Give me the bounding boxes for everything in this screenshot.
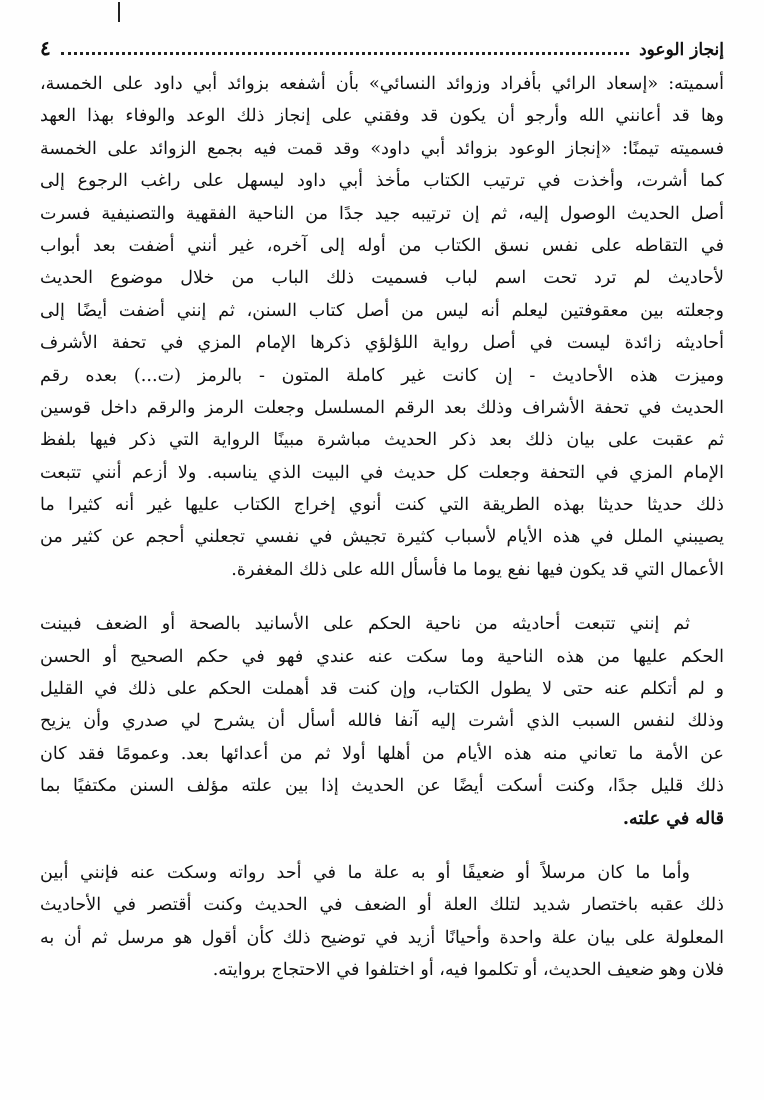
running-header (40, 36, 724, 60)
text-line: الحديث في تحفة الأشراف وذلك بعد الرقم المسلسل وجعلت الرمز والرقم داخل قوسين (40, 397, 724, 418)
text-line: فسميته تيمنًا: «إنجاز الوعود بزوائد أبي داود» وقد قمت فيه بجمع الزوائد على الخمسة (40, 138, 724, 159)
text-line: كما أشرت، وأخذت في ترتيب الكتاب مأخذ أبي داود ليسهل على راغب الرجوع إلى (40, 171, 724, 192)
text-line: الحكم عليها من هذه الناحية وما سكت عنه عندي فهو في حكم الصحيح أو الحسن (40, 646, 724, 667)
text-line: وأما ما كان مرسلاً أو ضعيفًا أو به علة ما في أحد رواته وسكت عنه فإنني أبين (40, 862, 690, 883)
text-line: يصيبني الملل في هذه الأيام لأسباب كثيرة تجيش في نفسي تجعلني أحجم عن كثير من (40, 527, 724, 548)
text-line: وذلك لنفس السبب الذي أشرت إليه آنفا فالله أسأل أن يشرح لي صدري وأن يزيح (40, 711, 724, 732)
text-line: أصل الحديث الوصول إليه، ثم إن ترتيبه جيد جدًا من الناحية الفقهية والتصنيفية فسرت (40, 203, 724, 224)
paragraph-gap (40, 835, 724, 857)
text-line: المعلولة على بيان علة واحدة وأحيانًا أزيد في توضيح ذلك كأن أقول هو مرسل ثم أن به (40, 927, 724, 948)
text-line: فلان وهو ضعيف الحديث، أو تكلموا فيه، أو اختلفوا في الاحتجاج بروايته. (212, 960, 724, 981)
paragraph (40, 608, 724, 835)
paragraph (40, 857, 724, 987)
text-line: الأعمال التي قد يكون فيها نفع يوما ما فأسأل الله على ذلك المغفرة. (231, 559, 724, 580)
text-line: الإمام المزي في التحفة وجعلت كل حديث في البيت الذي يناسبه. ولا أزعم أنني تتبعت (40, 462, 724, 483)
text-line: عن الأمة ما تعاني منه هذه الأيام من أهلها أولا ثم من أعدائها بعد. وعمومًا فقد كان (40, 743, 724, 764)
paragraph (40, 68, 724, 586)
text-line: وميزت هذه الأحاديث - إن كانت غير كاملة المتون - بالرمز (ت...) بعده رقم (40, 365, 724, 386)
top-margin-mark (118, 2, 120, 22)
text-line: أحاديثه زائدة ليست في أصل رواية اللؤلؤي ذكرها الإمام المزي في تحفة الأشرف (40, 333, 724, 354)
text-line: وجعلته بين معقوفتين ليعلم أنه ليس من أصل كتاب السنن، ثم إنني أضفت أيضًا إلى (40, 300, 724, 321)
text-line: و لم أتكلم عنه حتى لا يطول الكتاب، وإن كنت قد أهملت الحكم على ذلك في القليل (40, 679, 724, 700)
text-line: قاله في علته. (622, 807, 724, 829)
text-line: ذلك عقبه باختصار شديد لتلك العلة أو الضعف في الحديث وكنت أقتصر في الأحاديث (40, 895, 724, 916)
text-line: ذلك حديثا حديثا بهذه الطريقة التي كنت أنوي إخراج الكتاب عليها غير أنه كثيرا ما (40, 495, 724, 516)
paragraph-gap (40, 586, 724, 608)
page-body (40, 68, 724, 987)
text-line: وها قد أعانني الله وأرجو أن يكون قد وفقني على إنجاز ذلك الوعد والوفاء بهذا العهد (40, 106, 724, 127)
text-line: ثم عقبت على بيان ذلك بعد ذكر الحديث مباشرة مبينًا الرواية التي ذكر فيها بلفظ (40, 430, 724, 451)
text-line: ذلك قليل جدًا، وكنت أسكت أيضًا عن الحديث إذا بين علته مؤلف السنن مكتفيًا بما (40, 776, 724, 797)
text-line: ثم إنني تتبعت أحاديثه من ناحية الحكم على الأسانيد بالصحة أو الضعف فبينت (40, 614, 690, 635)
text-line: في التقاطه على نفس نسق الكتاب من أوله إلى آخره، غير أنني أضفت بعد أبواب (40, 235, 724, 256)
running-title: إنجاز الوعود (639, 40, 724, 60)
dotted-leader (61, 52, 629, 55)
text-line: أسميته: «إسعاد الرائي بأفراد وزوائد النسائي» بأن أشفعه بزوائد أبي داود على الخمسة، (40, 74, 724, 94)
text-line: لأحاديث لم ترد تحت اسم لباب فسميت ذلك الباب من خلال موضوع الحديث (40, 268, 724, 289)
page-number: ٤ (40, 36, 51, 60)
